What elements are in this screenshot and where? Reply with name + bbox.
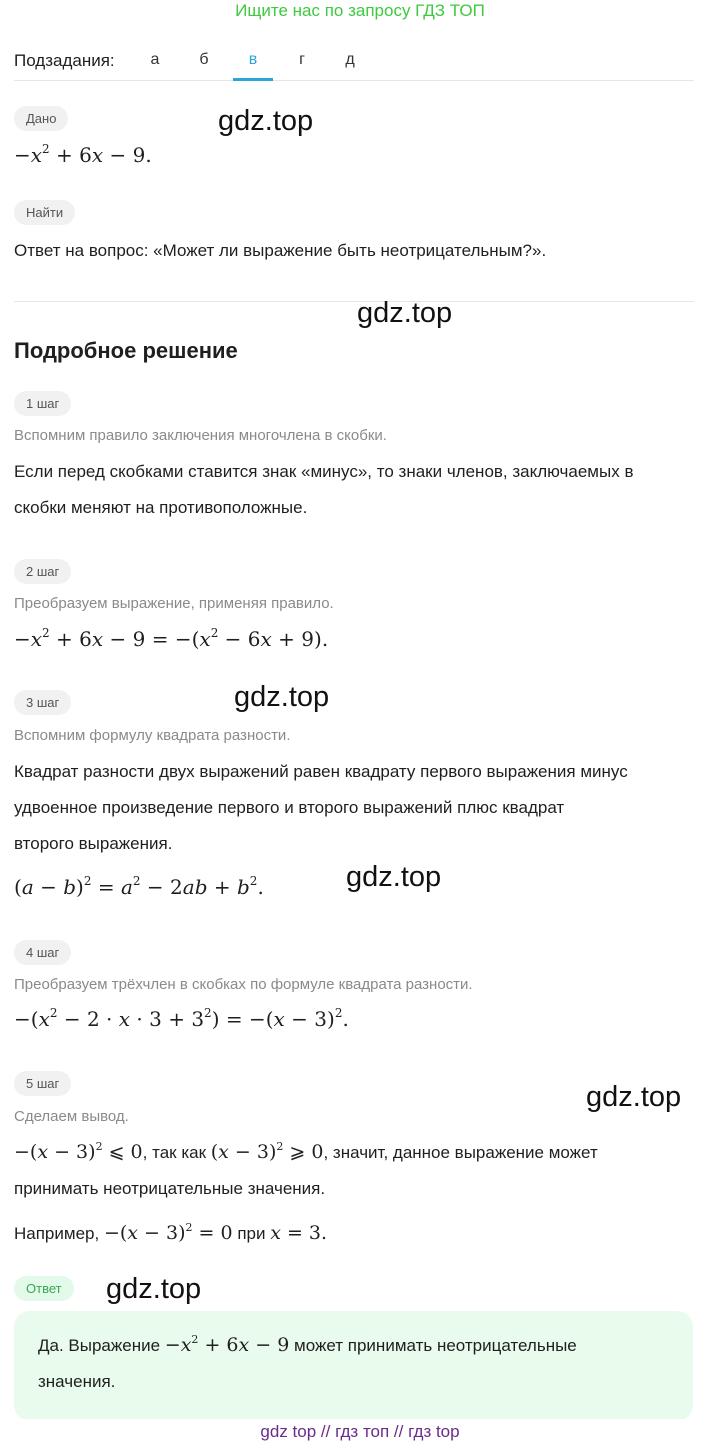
subtask-tab-b[interactable]: б <box>199 51 209 68</box>
watermark: gdz.top <box>346 861 442 893</box>
answer-box <box>14 1311 693 1421</box>
watermark: gdz.top <box>218 105 314 137</box>
step-1-hint: Вспомним правило заключения многочлена в скобки. <box>14 427 387 444</box>
step-4-formula: $-(x^2 - 2 \cdot x \cdot 3 + 3^2) = -(x - 3)^2$. <box>14 1006 349 1031</box>
step-5-chip: 5 шаг <box>14 1071 71 1096</box>
step-4-chip: 4 шаг <box>14 940 71 965</box>
answer-chip: Ответ <box>14 1276 74 1301</box>
subtasks-bar <box>14 46 694 81</box>
step-2-chip: 2 шаг <box>14 559 71 584</box>
given-chip: Дано <box>14 106 68 131</box>
subtask-tab-a[interactable]: а <box>150 51 160 68</box>
subtask-tab-v[interactable]: в <box>233 51 273 69</box>
given-expression: $-x^2 + 6x - 9$. <box>14 142 152 167</box>
find-text: Ответ на вопрос: «Может ли выражение быть неотрицательным?». <box>14 241 547 260</box>
footer-links: gdz top // гдз топ // гдз top <box>0 1419 720 1446</box>
subtask-tab-d[interactable]: д <box>345 51 355 68</box>
subtask-tab-g[interactable]: г <box>299 51 305 68</box>
step-3-body-line-3: второго выражения. <box>14 834 173 853</box>
step-2-formula: $-x^2 + 6x - 9 = -(x^2 - 6x + 9)$. <box>14 626 329 651</box>
step-1-body-line-2: скобки меняют на противоположные. <box>14 498 308 517</box>
watermark: gdz.top <box>234 681 330 713</box>
watermark: gdz.top <box>357 297 453 329</box>
subtasks-label: Подзадания: <box>14 51 115 70</box>
answer-text: Да. Выражение $-x^2 + 6x - 9$ может принимать неотрицательные значения. <box>38 1333 577 1391</box>
step-5-conclusion-line-1: $-(x - 3)^2$ ⩽ 0, так как $(x - 3)^2$ ⩾ 0, значит, данное выражение может <box>14 1140 598 1163</box>
step-1-chip: 1 шаг <box>14 391 71 416</box>
step-2-hint: Преобразуем выражение, применяя правило. <box>14 595 334 612</box>
step-4-hint: Преобразуем трёхчлен в скобках по формуле квадрата разности. <box>14 976 473 993</box>
step-1-body-line-1: Если перед скобками ставится знак «минус», то знаки членов, заключаемых в <box>14 462 634 481</box>
section-divider <box>14 301 694 302</box>
step-5-hint: Сделаем вывод. <box>14 1108 129 1125</box>
watermark: gdz.top <box>106 1273 202 1305</box>
step-3-body-line-1: Квадрат разности двух выражений равен квадрату первого выражения минус <box>14 762 628 781</box>
step-3-formula: $(a - b)^2 = a^2 - 2ab + b^2$. <box>14 874 264 899</box>
step-3-hint: Вспомним формулу квадрата разности. <box>14 727 291 744</box>
search-hint-banner: Ищите нас по запросу ГДЗ ТОП <box>235 1 485 20</box>
find-chip: Найти <box>14 200 75 225</box>
step-5-example: Например, $-(x - 3)^2 = 0$ при x = 3. <box>14 1221 328 1244</box>
watermark: gdz.top <box>586 1081 682 1113</box>
step-3-chip: 3 шаг <box>14 690 71 715</box>
solution-title: Подробное решение <box>14 338 238 363</box>
step-3-body-line-2: удвоенное произведение первого и второго выражений плюс квадрат <box>14 798 565 817</box>
step-5-conclusion-line-2: принимать неотрицательные значения. <box>14 1179 326 1198</box>
